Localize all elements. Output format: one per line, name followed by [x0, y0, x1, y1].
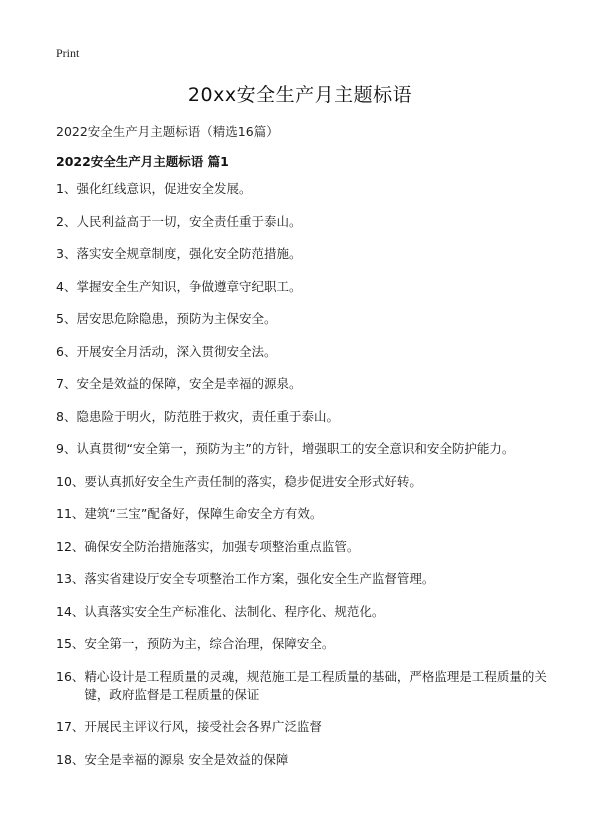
slogan-number: 4、: [56, 278, 77, 294]
document-subtitle: 2022安全生产月主题标语（精选16篇）: [56, 124, 279, 139]
slogan-text: 要认真抓好安全生产责任制的落实，稳步促进安全形式好转。: [84, 473, 422, 489]
slogan-number: 7、: [56, 376, 77, 391]
section-heading: 2022安全生产月主题标语 篇1: [56, 154, 229, 169]
page-title: 20xx安全生产月主题标语: [187, 84, 413, 106]
list-item: [56, 440, 556, 458]
list-item: [56, 751, 556, 769]
slogan-number: 15、: [56, 636, 85, 651]
slogan-text: 隐患险于明火，防范胜于救灾，责任重于泰山。: [76, 408, 339, 424]
list-item: [56, 213, 556, 231]
list-item: [56, 310, 556, 328]
slogan-number: 5、: [56, 311, 77, 326]
list-item: [56, 375, 556, 393]
slogan-text: 开展安全月活动，深入贯彻安全法。: [76, 343, 277, 359]
slogan-number: 8、: [56, 408, 77, 424]
slogan-text: 强化红线意识，促进安全发展。: [76, 181, 252, 196]
slogan-text: 开展民主评议行风，接受社会各界广泛监督: [84, 719, 322, 734]
slogan-number: 9、: [56, 441, 77, 456]
slogan-text: 建筑“三宝”配备好，保障生命安全方有效。: [84, 506, 323, 521]
list-item: [56, 245, 556, 263]
slogan-number: 16、: [56, 668, 85, 684]
print-link[interactable]: Print: [56, 46, 80, 60]
slogan-list: [56, 180, 556, 783]
slogan-number: 14、: [56, 603, 85, 619]
list-item: [56, 180, 556, 198]
slogan-number: 13、: [56, 571, 85, 586]
slogan-number: 17、: [56, 719, 85, 734]
slogan-text: 安全是效益的保障，安全是幸福的源泉。: [76, 376, 302, 391]
slogan-number: 1、: [56, 181, 77, 196]
slogan-text: 认真落实安全生产标准化、法制化、程序化、规范化。: [84, 603, 385, 619]
slogan-number: 10、: [56, 473, 85, 489]
slogan-text: 精心设计是工程质量的灵魂，规范施工是工程质量的基础，严格监理是工程质量的关键，政府监督是工程质量的保证: [84, 668, 547, 702]
list-item: [56, 505, 556, 523]
slogan-text: 人民利益高于一切，安全责任重于泰山。: [76, 213, 302, 229]
slogan-text: 确保安全防治措施落实，加强专项整治重点监管。: [84, 538, 360, 554]
list-item: [56, 473, 556, 491]
slogan-number: 6、: [56, 343, 77, 359]
list-item: [56, 635, 556, 653]
list-item: [56, 538, 556, 556]
slogan-text: 安全第一，预防为主，综合治理，保障安全。: [84, 636, 335, 651]
list-item: [56, 343, 556, 361]
list-item: [56, 718, 556, 736]
list-item: [56, 668, 556, 704]
slogan-text: 认真贯彻“安全第一，预防为主”的方针，增强职工的安全意识和安全防护能力。: [76, 441, 515, 456]
slogan-text: 落实省建设厅安全专项整治工作方案，强化安全生产监督管理。: [84, 571, 435, 586]
slogan-number: 11、: [56, 506, 85, 521]
slogan-number: 2、: [56, 213, 77, 229]
list-item: [56, 278, 556, 296]
list-item: [56, 603, 556, 621]
slogan-number: 3、: [56, 246, 77, 261]
slogan-text: 落实安全规章制度，强化安全防范措施。: [76, 246, 302, 261]
slogan-number: 12、: [56, 538, 85, 554]
list-item: [56, 408, 556, 426]
slogan-text: 掌握安全生产知识，争做遵章守纪职工。: [76, 278, 302, 294]
slogan-text: 安全是幸福的源泉 安全是效益的保障: [84, 751, 289, 767]
list-item: [56, 570, 556, 588]
slogan-text: 居安思危除隐患，预防为主保安全。: [76, 311, 277, 326]
slogan-number: 18、: [56, 751, 85, 767]
